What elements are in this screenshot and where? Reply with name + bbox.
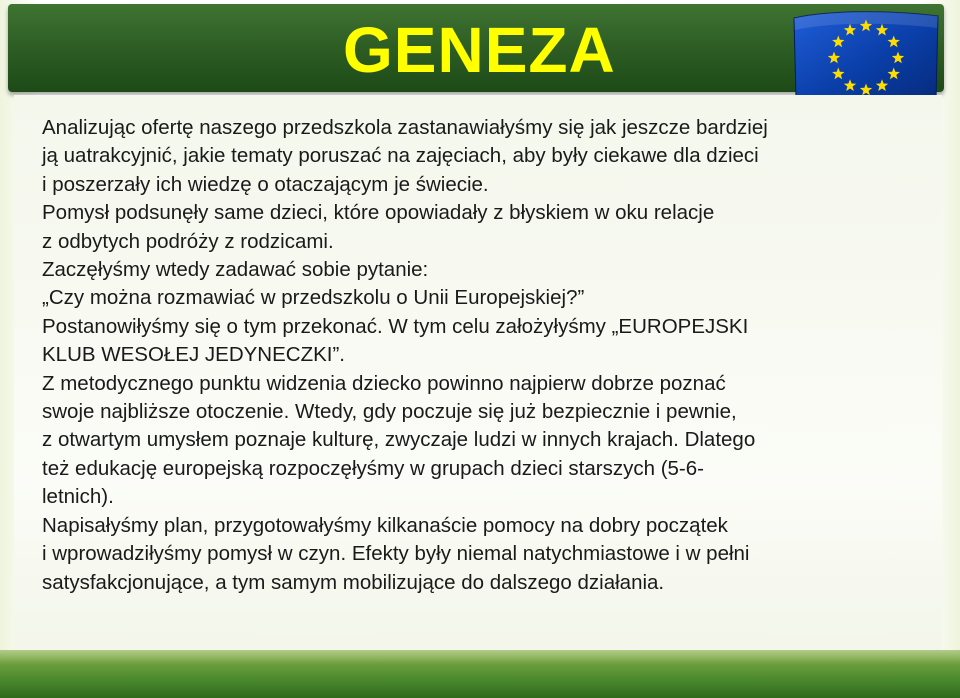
eu-flag-icon	[790, 8, 942, 106]
body-line: i poszerzały ich wiedzę o otaczającym je świecie.	[42, 172, 489, 196]
body-line: i wprowadziłyśmy pomysł w czyn. Efekty były niemal natychmiastowe i w pełni	[42, 542, 750, 566]
body-line: KLUB WESOŁEJ JEDYNECZKI”.	[42, 343, 346, 367]
slide-title: GENEZA	[343, 14, 616, 86]
body-line: Pomysł podsunęły same dzieci, które opowiadały z błyskiem w oku relacje	[42, 201, 715, 225]
body-line: satysfakcjonujące, a tym samym mobilizujące do dalszego działania.	[42, 570, 665, 594]
body-line: Z metodycznego punktu widzenia dziecko powinno najpierw dobrze poznać	[42, 371, 726, 395]
body-line: „Czy można rozmawiać w przedszkolu o Unii Europejskiej?”	[42, 286, 585, 310]
body-line: Zaczęłyśmy wtedy zadawać sobie pytanie:	[42, 258, 429, 282]
body-line: z otwartym umysłem poznaje kulturę, zwyczaje ludzi w innych krajach. Dlatego	[42, 428, 756, 452]
bottom-bar	[0, 650, 960, 698]
body-line: Napisałyśmy plan, przygotowałyśmy kilkanaście pomocy na dobry początek	[42, 513, 728, 537]
body-line: Analizując ofertę naszego przedszkola zastanawiałyśmy się jak jeszcze bardziej	[42, 116, 768, 139]
body-text	[42, 114, 942, 597]
body-line: swoje najbliższe otoczenie. Wtedy, gdy poczuje się już bezpiecznie i pewnie,	[42, 400, 737, 424]
body-line: letnich).	[42, 485, 114, 509]
body-line: też edukację europejską rozpoczęłyśmy w grupach dzieci starszych (5-6-	[42, 456, 704, 480]
body-line: ją uatrakcyjnić, jakie tematy poruszać na zajęciach, aby były ciekawe dla dzieci	[42, 144, 759, 168]
body-line: z odbytych podróży z rodzicami.	[42, 229, 334, 253]
body-line: Postanowiłyśmy się o tym przekonać. W tym celu założyłyśmy „EUROPEJSKI	[42, 314, 749, 338]
